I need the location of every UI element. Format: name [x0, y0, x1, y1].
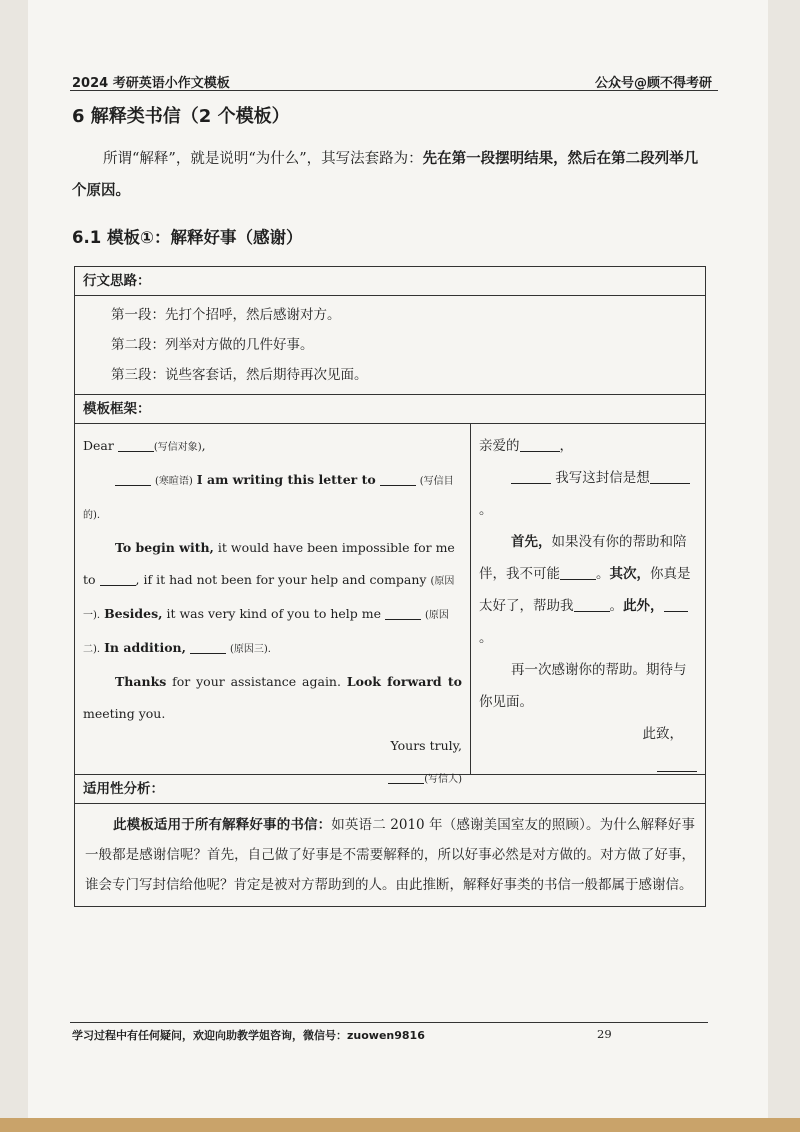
en-look-forward: Look forward to	[346, 674, 462, 689]
zh-body-text: 。	[479, 630, 493, 646]
page-number: 29	[597, 1027, 612, 1041]
en-body-text: it was very kind of you to help me	[166, 606, 381, 621]
en-opening-bold: I am writing this letter to	[196, 472, 376, 487]
blank	[511, 470, 551, 485]
thinking-item: 第二段：列举对方做的几件好事。	[111, 337, 314, 353]
en-in-addition: In addition,	[104, 640, 186, 655]
analysis-paragraph	[75, 804, 705, 906]
footer-rule	[70, 1022, 708, 1023]
footer-note: 学习过程中有任何疑问，欢迎向助教学姐咨询，微信号：zuowen9816	[72, 1029, 425, 1042]
blank	[574, 598, 610, 613]
en-body-text: , if it had not been for your help and company	[135, 572, 427, 587]
zh-comma: ，	[559, 438, 573, 454]
blank	[380, 473, 416, 487]
thinking-list	[75, 296, 705, 395]
blank	[388, 771, 424, 785]
blank	[118, 439, 154, 453]
section-title: 6 解释类书信（2 个模板）	[72, 106, 290, 127]
blank	[385, 607, 421, 621]
zh-opening-text: 我写这封信是想	[555, 470, 650, 486]
en-signature-note: (写信人)	[424, 774, 462, 785]
zh-closing-paragraph: 再一次感谢你的帮助。期待与你见面。	[479, 662, 687, 710]
zh-opening-line	[479, 462, 697, 526]
zh-body-text: 你真是太好了，帮助我	[479, 566, 691, 614]
desk-edge	[0, 1118, 800, 1132]
en-body-text: it would have been impossible for me to	[83, 540, 455, 587]
en-closing-text: for your assistance again.	[172, 674, 341, 689]
en-purpose-note: (写信目的).	[83, 476, 454, 521]
document-page	[28, 0, 768, 1132]
analysis-bold: 此模板适用于所有解释好事的书信：	[113, 817, 332, 833]
en-closing-paragraph	[83, 666, 462, 730]
en-besides: Besides,	[104, 606, 163, 621]
blank	[650, 470, 690, 485]
en-comma: ,	[201, 438, 206, 453]
en-to-begin: To begin with,	[115, 540, 214, 555]
zh-signature-line	[479, 750, 697, 782]
analysis-text: 如英语二 2010 年（感谢美国室友的照顾）。为什么解释好事一般都是感谢信呢？首先，自己做了好事是不需要解释的，所以好事必然是对方做的。对方做了好事，谁会专门写封信给他呢？肯定是被对方帮助到的人。由此推断，解释好事类的书信一般都属于感谢信。	[85, 817, 695, 893]
en-dear-note: (写信对象)	[153, 442, 202, 453]
analysis-heading: 适用性分析：	[75, 775, 705, 804]
english-template	[75, 424, 471, 785]
en-thanks: Thanks	[115, 674, 167, 689]
blank	[560, 566, 596, 581]
zh-first: 首先，	[511, 534, 552, 550]
intro-bold-text: 先在第一段摆明结果，然后在第二段列举几个原因。	[72, 150, 699, 199]
header-rule	[70, 90, 718, 91]
en-reason-note: (原因二).	[83, 610, 449, 655]
en-salutation	[83, 430, 462, 464]
zh-body-paragraph	[479, 526, 697, 654]
intro-text: 所谓“解释”，就是说明“为什么”，其写法套路为：	[103, 151, 423, 167]
en-reason-note: (原因三).	[229, 644, 271, 655]
zh-body-text: 。	[596, 566, 610, 582]
en-sign-off: Yours truly,	[390, 738, 462, 753]
blank	[115, 473, 151, 487]
zh-body-text: 如果没有你的帮助和陪伴，我不可能	[479, 534, 687, 582]
framework-heading: 模板框架：	[75, 395, 705, 424]
thinking-heading: 行文思路：	[75, 267, 705, 296]
en-dear: Dear	[83, 438, 114, 453]
en-greeting-note: (寒暄语)	[154, 476, 193, 487]
blank	[100, 573, 136, 587]
zh-sign-off: 此致，	[642, 726, 683, 742]
blank	[520, 438, 560, 453]
en-closing-text: meeting you.	[83, 706, 166, 721]
zh-salutation	[479, 430, 697, 462]
blank	[190, 641, 226, 655]
framework-columns	[75, 424, 705, 785]
template-box	[74, 266, 706, 907]
blank	[664, 598, 688, 613]
zh-period: 。	[479, 502, 493, 518]
subsection-title: 6.1 模板①：解释好事（感谢）	[72, 228, 303, 247]
header-account: 公众号@顾不得考研	[594, 76, 712, 91]
zh-dear: 亲爱的	[479, 438, 520, 454]
thinking-item: 第三段：说些客套话，然后期待再次见面。	[111, 367, 368, 383]
en-reason-note: (原因一).	[83, 576, 455, 621]
en-opening-line	[83, 464, 462, 532]
zh-besides: 此外，	[623, 598, 664, 614]
en-body-paragraph	[83, 532, 462, 666]
chinese-template	[471, 424, 705, 774]
zh-body-text: 。	[609, 598, 623, 614]
blank	[657, 758, 697, 773]
header-title: 2024 考研英语小作文模板	[72, 76, 230, 91]
intro-paragraph	[72, 143, 712, 207]
thinking-item: 第一段：先打个招呼，然后感谢对方。	[111, 307, 341, 323]
zh-second: 其次，	[609, 566, 650, 582]
